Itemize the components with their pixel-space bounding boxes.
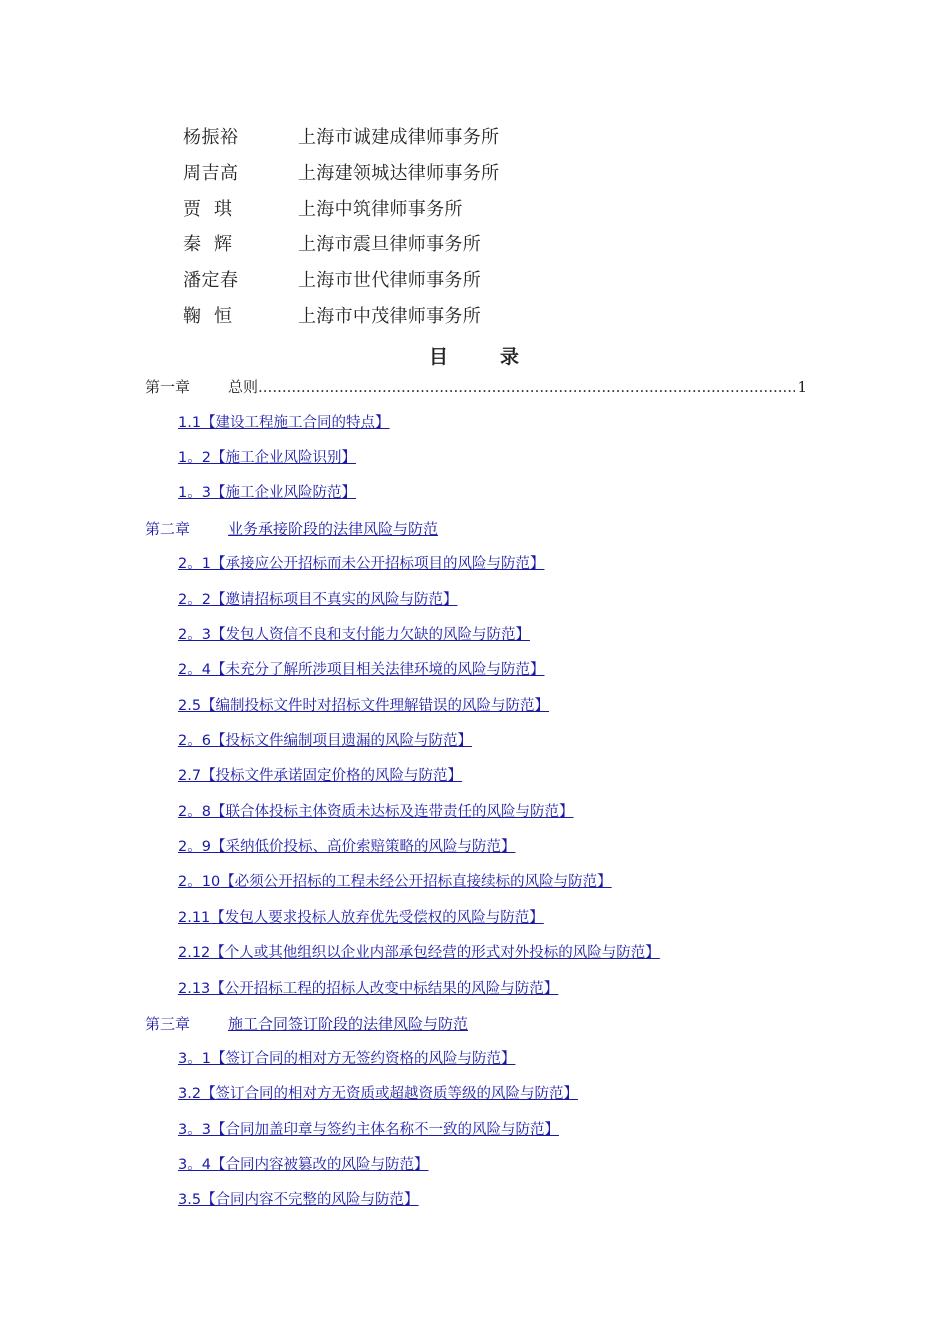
toc-link[interactable]: 2.7【投标文件承诺固定价格的风险与防范】 [178, 768, 463, 784]
toc-link[interactable]: 2。8【联合体投标主体资质未达标及连带责任的风险与防范】 [178, 804, 574, 820]
law-firm: 上海市中茂律师事务所 [298, 306, 481, 327]
toc-chapter-1[interactable] [145, 377, 807, 397]
toc-link[interactable]: 2。6【投标文件编制项目遗漏的风险与防范】 [178, 733, 472, 749]
toc-title-char: 录 [500, 346, 522, 368]
lawyer-row [183, 126, 499, 150]
toc-link[interactable]: 2。4【未充分了解所涉项目相关法律环境的风险与防范】 [178, 662, 545, 678]
chapter-number: 第一章 [145, 378, 191, 396]
toc-link[interactable]: 3。1【签订合同的相对方无签约资格的风险与防范】 [178, 1051, 516, 1067]
toc-link[interactable]: 3。3【合同加盖印章与签约主体名称不一致的风险与防范】 [178, 1122, 559, 1138]
toc-title-char: 目 [428, 346, 450, 368]
lawyer-row [183, 269, 481, 293]
toc-link[interactable]: 2。1【承接应公开招标而未公开招标项目的风险与防范】 [178, 556, 545, 572]
toc-link[interactable]: 2.12【个人或其他组织以企业内部承包经营的形式对外投标的风险与防范】 [178, 945, 660, 961]
lawyer-name: 鞠 恒 [183, 306, 233, 327]
toc-chapter-2[interactable]: 第二章 业务承接阶段的法律风险与防范 [145, 520, 439, 538]
toc-link[interactable]: 2.11【发包人要求投标人放弃优先受偿权的风险与防范】 [178, 910, 544, 926]
toc-link[interactable]: 2.13【公开招标工程的招标人改变中标结果的风险与防范】 [178, 981, 559, 997]
toc-link[interactable]: 2。3【发包人资信不良和支付能力欠缺的风险与防范】 [178, 627, 530, 643]
toc-link[interactable]: 1.1【建设工程施工合同的特点】 [178, 415, 390, 431]
lawyer-name: 潘定春 [183, 270, 239, 291]
toc-link[interactable]: 1。2【施工企业风险识别】 [178, 450, 356, 466]
toc-link[interactable]: 3.2【签订合同的相对方无资质或超越资质等级的风险与防范】 [178, 1086, 579, 1102]
law-firm: 上海市震旦律师事务所 [298, 234, 481, 255]
law-firm: 上海建领城达律师事务所 [298, 163, 500, 184]
lawyer-row [183, 305, 481, 329]
toc-link[interactable]: 1。3【施工企业风险防范】 [178, 485, 356, 501]
dot-leader [258, 377, 795, 397]
lawyer-name: 秦 辉 [183, 234, 233, 255]
toc-chapter-3[interactable]: 第三章 施工合同签订阶段的法律风险与防范 [145, 1015, 469, 1033]
lawyer-row [183, 162, 499, 186]
law-firm: 上海市诚建成律师事务所 [298, 127, 500, 148]
toc-link[interactable]: 3。4【合同内容被篡改的风险与防范】 [178, 1157, 429, 1173]
law-firm: 上海中筑律师事务所 [298, 199, 463, 220]
toc-link[interactable]: 2.5【编制投标文件时对招标文件理解错误的风险与防范】 [178, 698, 550, 714]
chapter-title: 总则 [228, 378, 259, 396]
toc-link[interactable]: 2。2【邀请招标项目不真实的风险与防范】 [178, 592, 458, 608]
lawyer-name: 杨振裕 [183, 127, 239, 148]
lawyer-row [183, 198, 463, 222]
toc-link[interactable]: 3.5【合同内容不完整的风险与防范】 [178, 1192, 419, 1208]
lawyer-name: 贾 琪 [183, 199, 233, 220]
lawyer-name: 周吉高 [183, 163, 239, 184]
toc-link[interactable]: 2。9【采纳低价投标、高价索赔策略的风险与防范】 [178, 839, 516, 855]
toc-link[interactable]: 2。10【必须公开招标的工程未经公开招标直接续标的风险与防范】 [178, 874, 612, 890]
law-firm: 上海市世代律师事务所 [298, 270, 481, 291]
page-number: 1 [797, 378, 807, 396]
lawyer-row [183, 233, 481, 257]
toc-title [0, 342, 950, 369]
